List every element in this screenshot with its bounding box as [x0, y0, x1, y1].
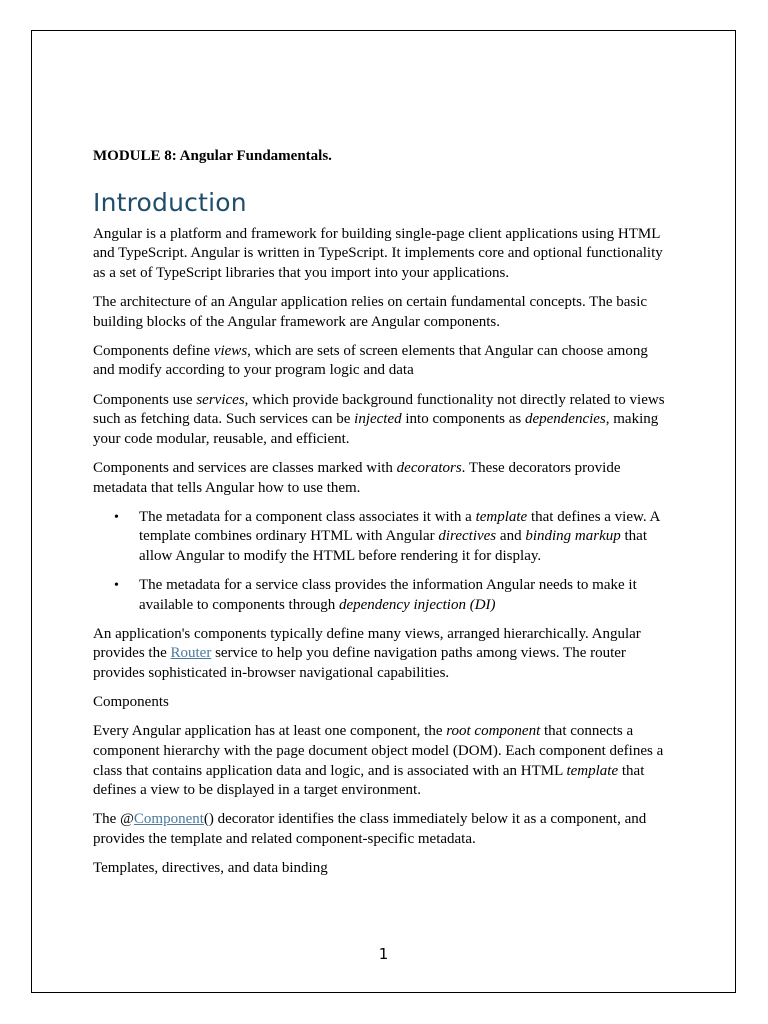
bullet-icon: •	[114, 509, 119, 525]
paragraph-component-decorator: The @Component() decorator identifies the class immediately below it as a component, and provides the template and related component-specific metadata.	[93, 811, 647, 847]
paragraph-root-component: Every Angular application has at least one component, the root component that connects a component hierarchy with the page document object model (DOM). Each component defines a class that contains application data and logic, and is associated with an HTML template that defines a view to be displayed in a target environment.	[93, 723, 664, 799]
page-number: 1	[378, 945, 389, 963]
bullet-list	[93, 508, 673, 616]
bullet-icon: •	[114, 578, 119, 594]
paragraph-router: An application's components typically define many views, arranged hierarchically. Angular provides the Router service to help you define navigation paths among views. The router provides sophisticated in-browser navigational capabilities.	[93, 625, 641, 682]
module-title: MODULE 8: Angular Fundamentals.	[93, 148, 332, 164]
subheading-components: Components	[93, 694, 169, 711]
list-item: • The metadata for a component class associates it with a template that defines a view. A template combines ordinary HTML with Angular directives and binding markup that allow Angular to modify the HTML before rendering it for display.	[114, 508, 660, 564]
paragraph-views: Components define views, which are sets of screen elements that Angular can choose among and modify according to your program logic and data	[93, 342, 648, 379]
subheading-templates: Templates, directives, and data binding	[93, 860, 328, 877]
router-link[interactable]: Router	[170, 645, 212, 662]
list-item: • The metadata for a service class provides the information Angular needs to make it available to components through dependency injection (DI)	[114, 577, 637, 613]
section-heading: Introduction	[93, 187, 247, 217]
paragraph-intro: Angular is a platform and framework for building single-page client applications using HTML and TypeScript. Angular is written in TypeScript. It implements core and optional functionality as a set of TypeScript libraries that you import into your applications.	[93, 225, 663, 281]
component-link[interactable]: Component	[133, 811, 204, 828]
paragraph-services: Components use services, which provide background functionality not directly related to views such as fetching data. Such services can be injected into components as dependencies, making your code modular, reusable, and efficient.	[93, 391, 665, 447]
page-content	[93, 147, 673, 888]
paragraph-architecture: The architecture of an Angular application relies on certain fundamental concepts. The basic building blocks of the Angular framework are Angular components.	[93, 293, 648, 330]
paragraph-decorators: Components and services are classes marked with decorators. These decorators provide metadata that tells Angular how to use them.	[93, 459, 621, 496]
document-page	[31, 30, 736, 993]
